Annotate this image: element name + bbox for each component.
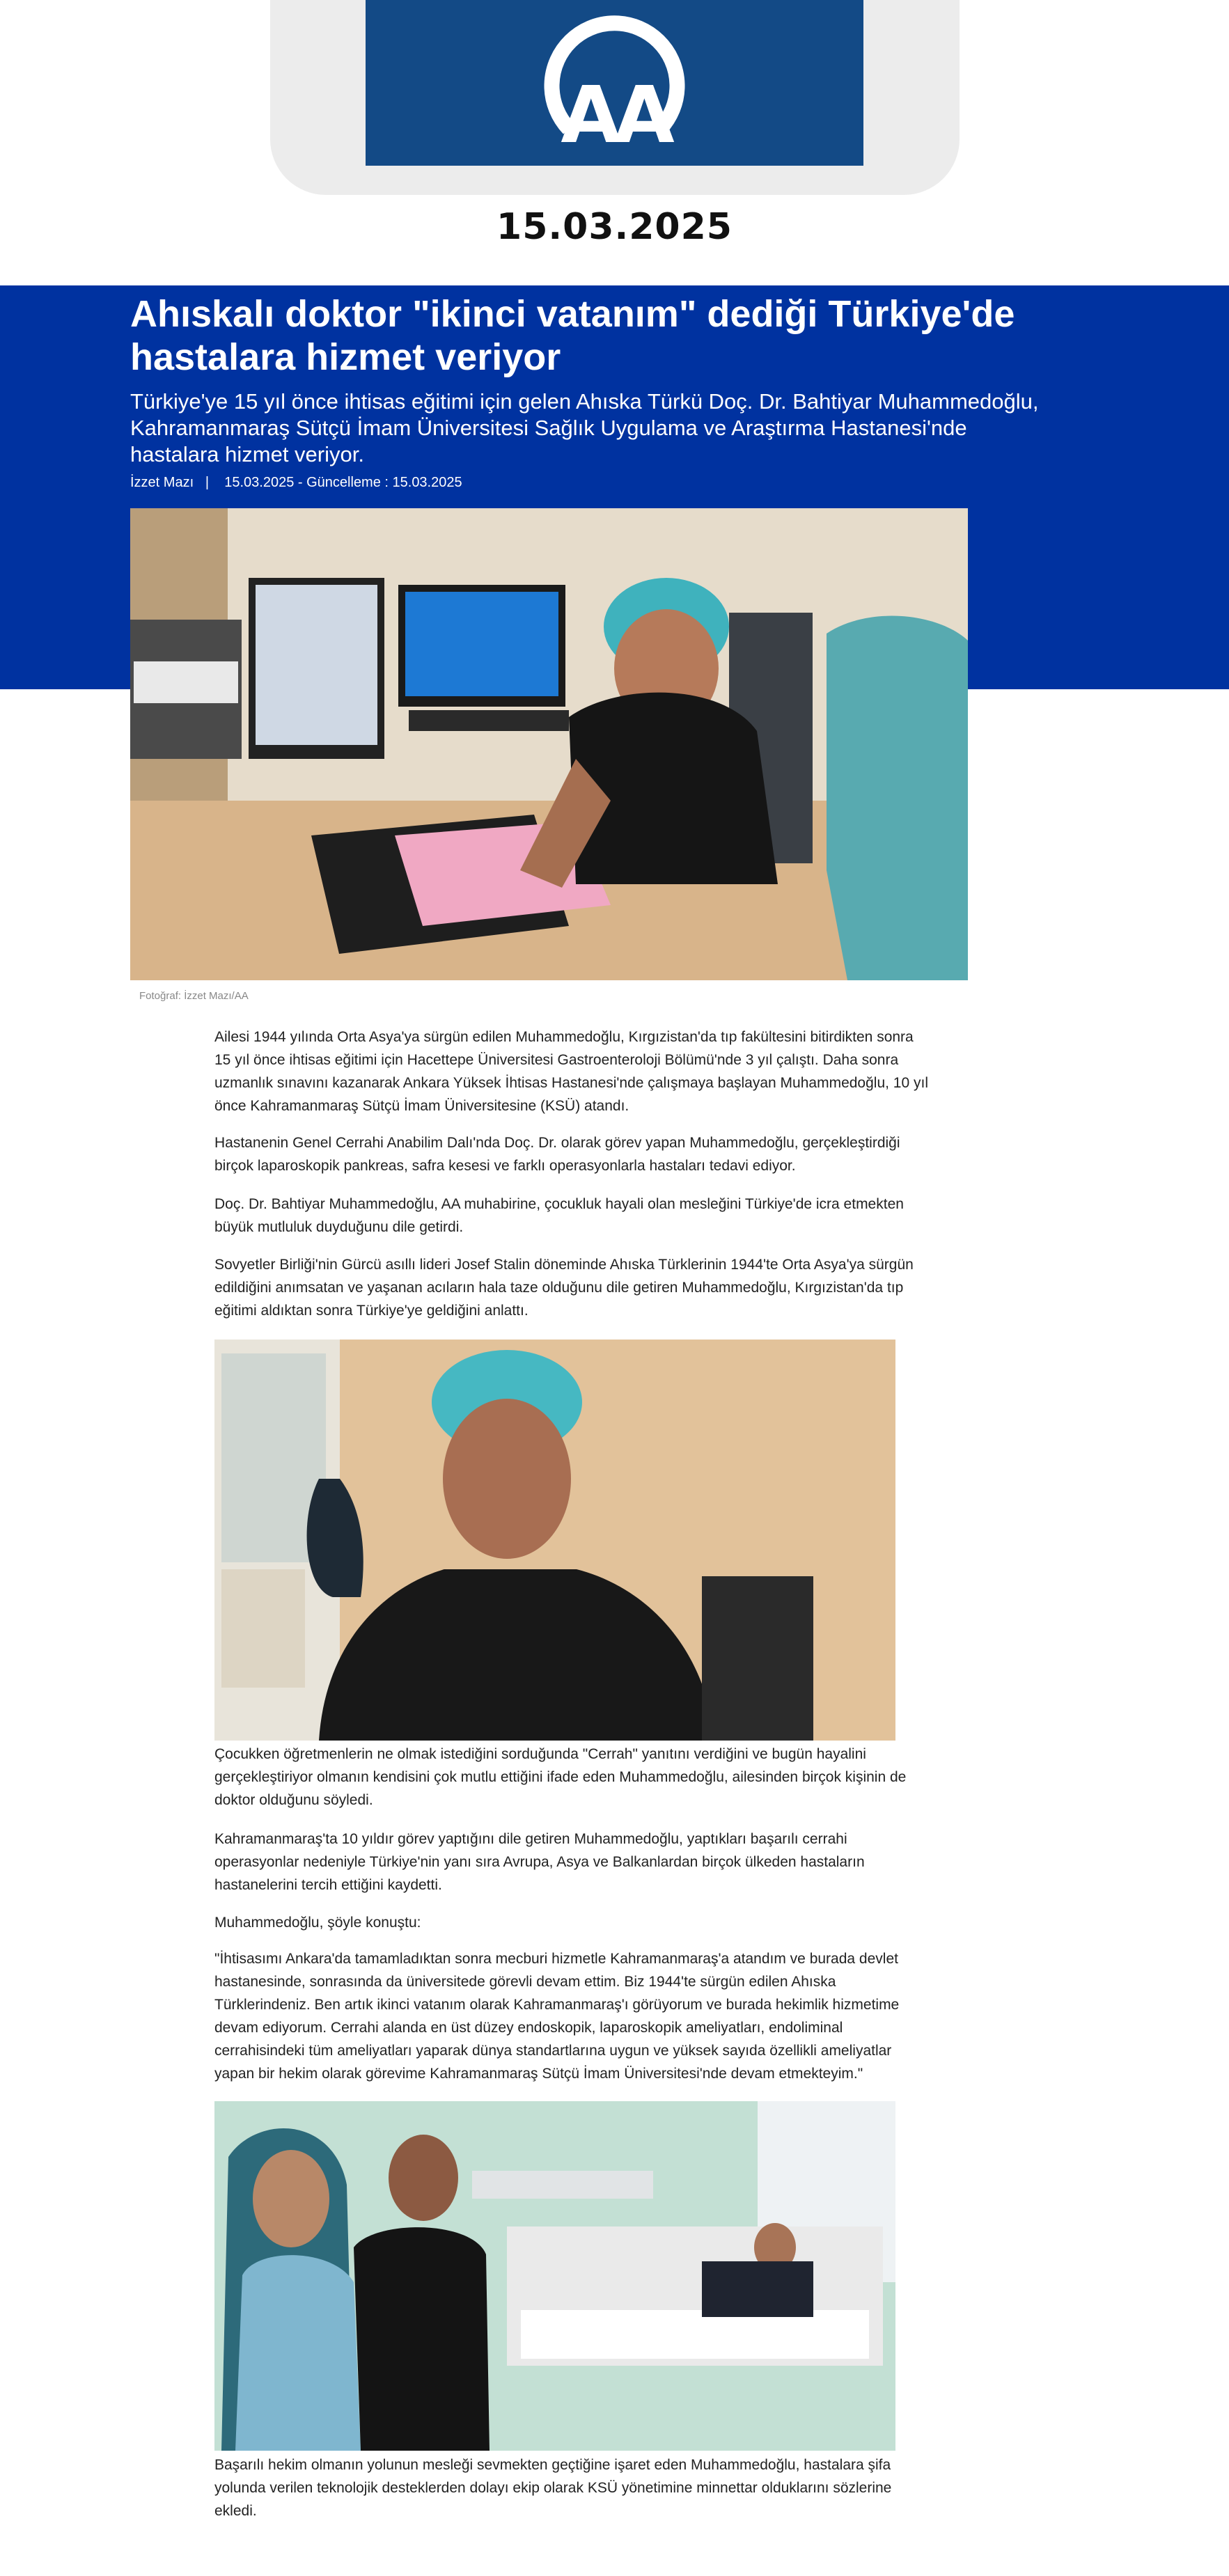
- paragraph-4: Sovyetler Birliği'nin Gürcü asıllı lideri Josef Stalin döneminde Ahıska Türklerinin 1944'te Orta Asya'ya sürgün edildiğini anımsatan ve yaşanan acıların hala taze olduğunu dile getiren Muhammedoğlu, Kırgızistan'da tıp eğitimi aldıktan sonra Türkiye'ye geldiğini anlattı.: [214, 1257, 914, 1319]
- article-dates: 15.03.2025 - Güncelleme : 15.03.2025: [224, 475, 462, 490]
- paragraph-1: Ailesi 1944 yılında Orta Asya'ya sürgün edilen Muhammedoğlu, Kırgızistan'da tıp fakültesini bitirdikten sonra 15 yıl önce ihtisas eğitimi için Hacettepe Üniversitesi Gastroenteroloji Bölümü'nde 3 yıl çalıştı. Daha sonra uzmanlık sınavını kazanarak Ankara Yüksek İhtisas Hastanesi'nde çalışmaya başlayan Muhammedoğlu, 10 yıl önce Kahramanmaraş Sütçü İmam Üniversitesine (KSÜ) atandı.: [214, 1029, 928, 1114]
- author-link[interactable]: İzzet Mazı: [130, 475, 194, 490]
- paragraph-8-quote: "İhtisasımı Ankara'da tamamladıktan sonra mecburi hizmetle Kahramanmaraş'a atandım ve burada devlet hastanesinde, sonrasında da üniversitede görevli devam ettim. Biz 1944'te sürgün edilen Ahıska Türklerindeniz. Ben artık ikinci vatanım olarak Kahramanmaraş'ı görüyorum ve burada hekimlik hizmetime devam ediyorum. Cerrahi alanda en üst düzey endoskopik, laparoskopik ameliyatları, endoliminal cerrahisindeki tüm ameliyatları yaparak dünya standartlarına uygun ve yüksek sayıda özellikli ameliyatlar yapan bir hekim olarak görevime Kahramanmaraş Sütçü İmam Üniversitesi'nde devam etmekteyim.": [214, 1951, 900, 2082]
- aa-logo-text: AA: [561, 70, 668, 161]
- aa-logo-icon: [366, 0, 863, 166]
- photo-caption: Fotoğraf: İzzet Mazı/AA: [139, 990, 249, 1002]
- paragraph-3: Doç. Dr. Bahtiyar Muhammedoğlu, AA muhabirine, çocukluk hayali olan mesleğini Türkiye'de icra etmekten büyük mutluluk duyduğunu dile getirdi.: [214, 1196, 904, 1235]
- article-subtitle: Türkiye'ye 15 yıl önce ihtisas eğitimi için gelen Ahıska Türkü Doç. Dr. Bahtiyar Muhammedoğlu, Kahramanmaraş Sütçü İmam Üniversitesi Sağlık Uygulama ve Araştırma Hastanesi'nde hastalara hizmet veriyor.: [130, 389, 1039, 466]
- paragraph-6: Kahramanmaraş'ta 10 yıldır görev yaptığını dile getiren Muhammedoğlu, yaptıkları başarılı cerrahi operasyonlar nedeniyle Türkiye'nin yanı sıra Avrupa, Asya ve Balkanlardan birçok ülkeden hastaların hastanelerini tercih ettiğini kaydetti.: [214, 1831, 865, 1893]
- paragraph-2: Hastanenin Genel Cerrahi Anabilim Dalı'nda Doç. Dr. olarak görev yapan Muhammedoğlu, gerçekleştirdiği birçok laparoskopik pankreas, safra kesesi ve farklı operasyonlarla hastaları tedavi ediyor.: [214, 1135, 900, 1174]
- main-photo-doctor-at-desk: [130, 508, 968, 980]
- paragraph-5: Çocukken öğretmenlerin ne olmak istediğini sorduğunda "Cerrah" yanıtını verdiğini ve bugün hayalini gerçekleştiriyor olmanın kendisini çok mutlu ettiğini ifade eden Muhammedoğlu, ailesinden birçok kişinin de doktor olduğunu söyledi.: [214, 1746, 907, 1808]
- meta-separator: |: [205, 475, 210, 490]
- article-meta: [130, 475, 462, 491]
- paragraph-7: Muhammedoğlu, şöyle konuştu:: [214, 1915, 421, 1931]
- photo-portrait: [214, 1340, 895, 1741]
- edition-date: 15.03.2025: [496, 206, 733, 248]
- aa-logo[interactable]: [366, 0, 863, 166]
- paragraph-9: Başarılı hekim olmanın yolunun mesleği sevmekten geçtiğine işaret eden Muhammedoğlu, hastalara şifa yolunda verilen teknolojik desteklerden dolayı ekip olarak KSÜ yönetimine minnettar olduklarını sözlerine ekledi.: [214, 2457, 892, 2519]
- article-title: Ahıskalı doktor "ikinci vatanım" dediği Türkiye'de hastalara hizmet veriyor: [130, 293, 1015, 378]
- photo-hospital-room: [214, 2101, 895, 2451]
